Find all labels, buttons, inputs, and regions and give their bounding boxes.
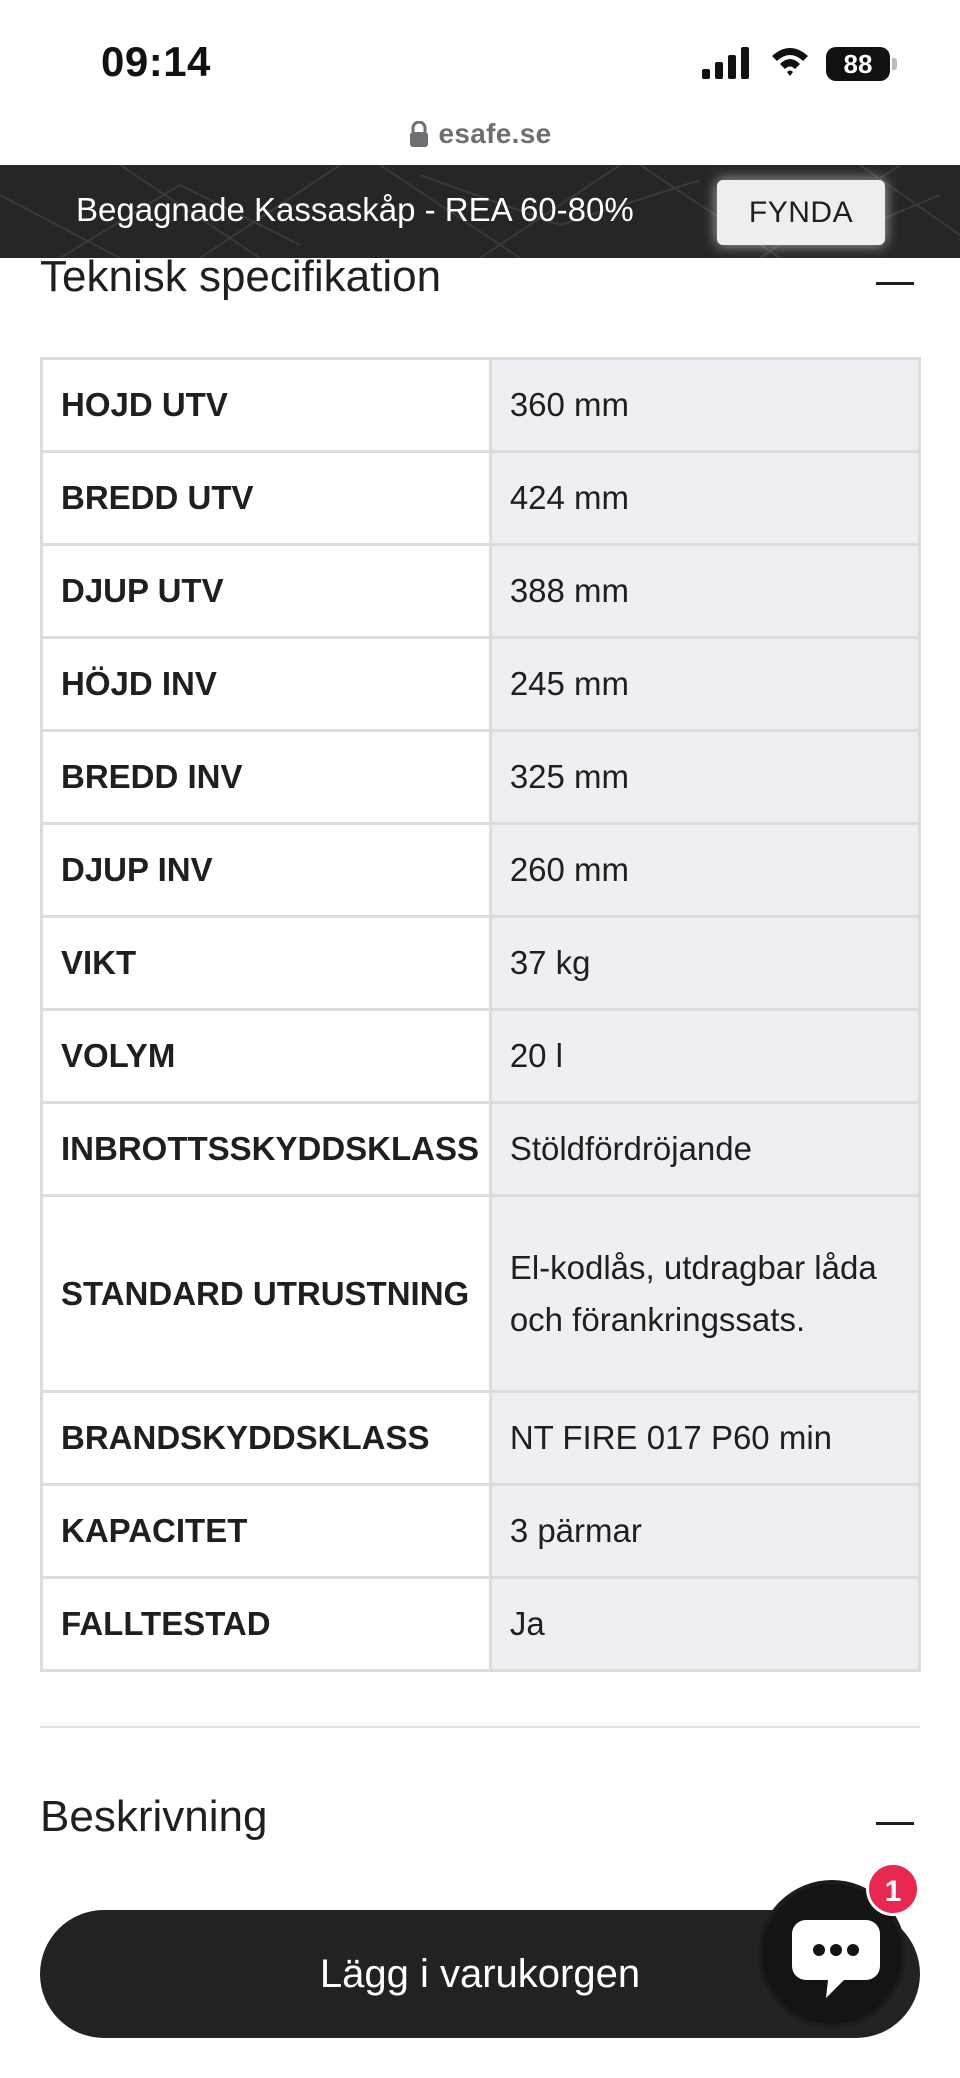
spec-label: DJUP INV — [42, 824, 491, 917]
section-divider — [40, 1726, 920, 1728]
spec-value: 37 kg — [490, 917, 919, 1010]
spec-label: INBROTTSSKYDDSKLASS — [42, 1103, 491, 1196]
signal-icon — [702, 47, 750, 79]
spec-value: NT FIRE 017 P60 min — [490, 1392, 919, 1485]
spec-value: Ja — [490, 1578, 919, 1671]
spec-section-header[interactable] — [40, 252, 920, 312]
table-row — [42, 1196, 920, 1392]
table-row — [42, 731, 920, 824]
description-section-header[interactable] — [40, 1792, 920, 1852]
spec-value: 388 mm — [490, 545, 919, 638]
spec-table — [40, 357, 921, 1672]
spec-value: Stöldfördröjande — [490, 1103, 919, 1196]
wifi-icon — [770, 44, 810, 78]
fynda-button[interactable]: FYNDA — [717, 180, 885, 245]
spec-value: 260 mm — [490, 824, 919, 917]
table-row — [42, 1392, 920, 1485]
spec-value: 424 mm — [490, 452, 919, 545]
chat-bubble-icon — [786, 1914, 886, 2004]
table-row — [42, 452, 920, 545]
battery-level: 88 — [826, 47, 890, 81]
spec-label: KAPACITET — [42, 1485, 491, 1578]
spec-value: 3 pärmar — [490, 1485, 919, 1578]
table-row — [42, 1103, 920, 1196]
promo-text: Begagnade Kassaskåp - REA 60-80% — [76, 191, 634, 228]
url-bar[interactable] — [0, 118, 960, 166]
url-domain: esafe.se — [438, 118, 552, 149]
spec-label: BREDD UTV — [42, 452, 491, 545]
spec-label: FALLTESTAD — [42, 1578, 491, 1671]
spec-label: BRANDSKYDDSKLASS — [42, 1392, 491, 1485]
table-row — [42, 824, 920, 917]
table-row — [42, 1010, 920, 1103]
spec-label: DJUP UTV — [42, 545, 491, 638]
battery-cap — [892, 58, 897, 70]
table-row — [42, 1578, 920, 1671]
promo-banner — [0, 165, 960, 258]
lock-icon — [409, 121, 429, 147]
spec-section-title: Teknisk specifikation — [40, 252, 442, 301]
spec-value: 20 l — [490, 1010, 919, 1103]
spec-label: HOJD UTV — [42, 359, 491, 452]
description-section-title: Beskrivning — [40, 1792, 268, 1841]
spec-value: 360 mm — [490, 359, 919, 452]
url-inner — [409, 118, 552, 150]
spec-label: STANDARD UTRUSTNING — [42, 1196, 491, 1392]
add-to-cart-label: Lägg i varukorgen — [319, 1952, 641, 1996]
table-row — [42, 359, 920, 452]
spec-label: VOLYM — [42, 1010, 491, 1103]
table-row — [42, 917, 920, 1010]
spec-label: HÖJD INV — [42, 638, 491, 731]
notification-badge: 1 — [866, 1862, 920, 1916]
minus-icon[interactable] — [876, 1822, 914, 1825]
status-bar — [0, 0, 960, 118]
table-row — [42, 638, 920, 731]
battery-icon — [826, 47, 896, 81]
spec-value: 245 mm — [490, 638, 919, 731]
table-row — [42, 545, 920, 638]
status-time: 09:14 — [101, 38, 211, 85]
spec-value: El-kodlås, utdragbar låda och förankringssats. — [490, 1196, 919, 1392]
minus-icon[interactable] — [876, 282, 914, 285]
spec-value: 325 mm — [490, 731, 919, 824]
table-row — [42, 1485, 920, 1578]
spec-label: VIKT — [42, 917, 491, 1010]
spec-label: BREDD INV — [42, 731, 491, 824]
